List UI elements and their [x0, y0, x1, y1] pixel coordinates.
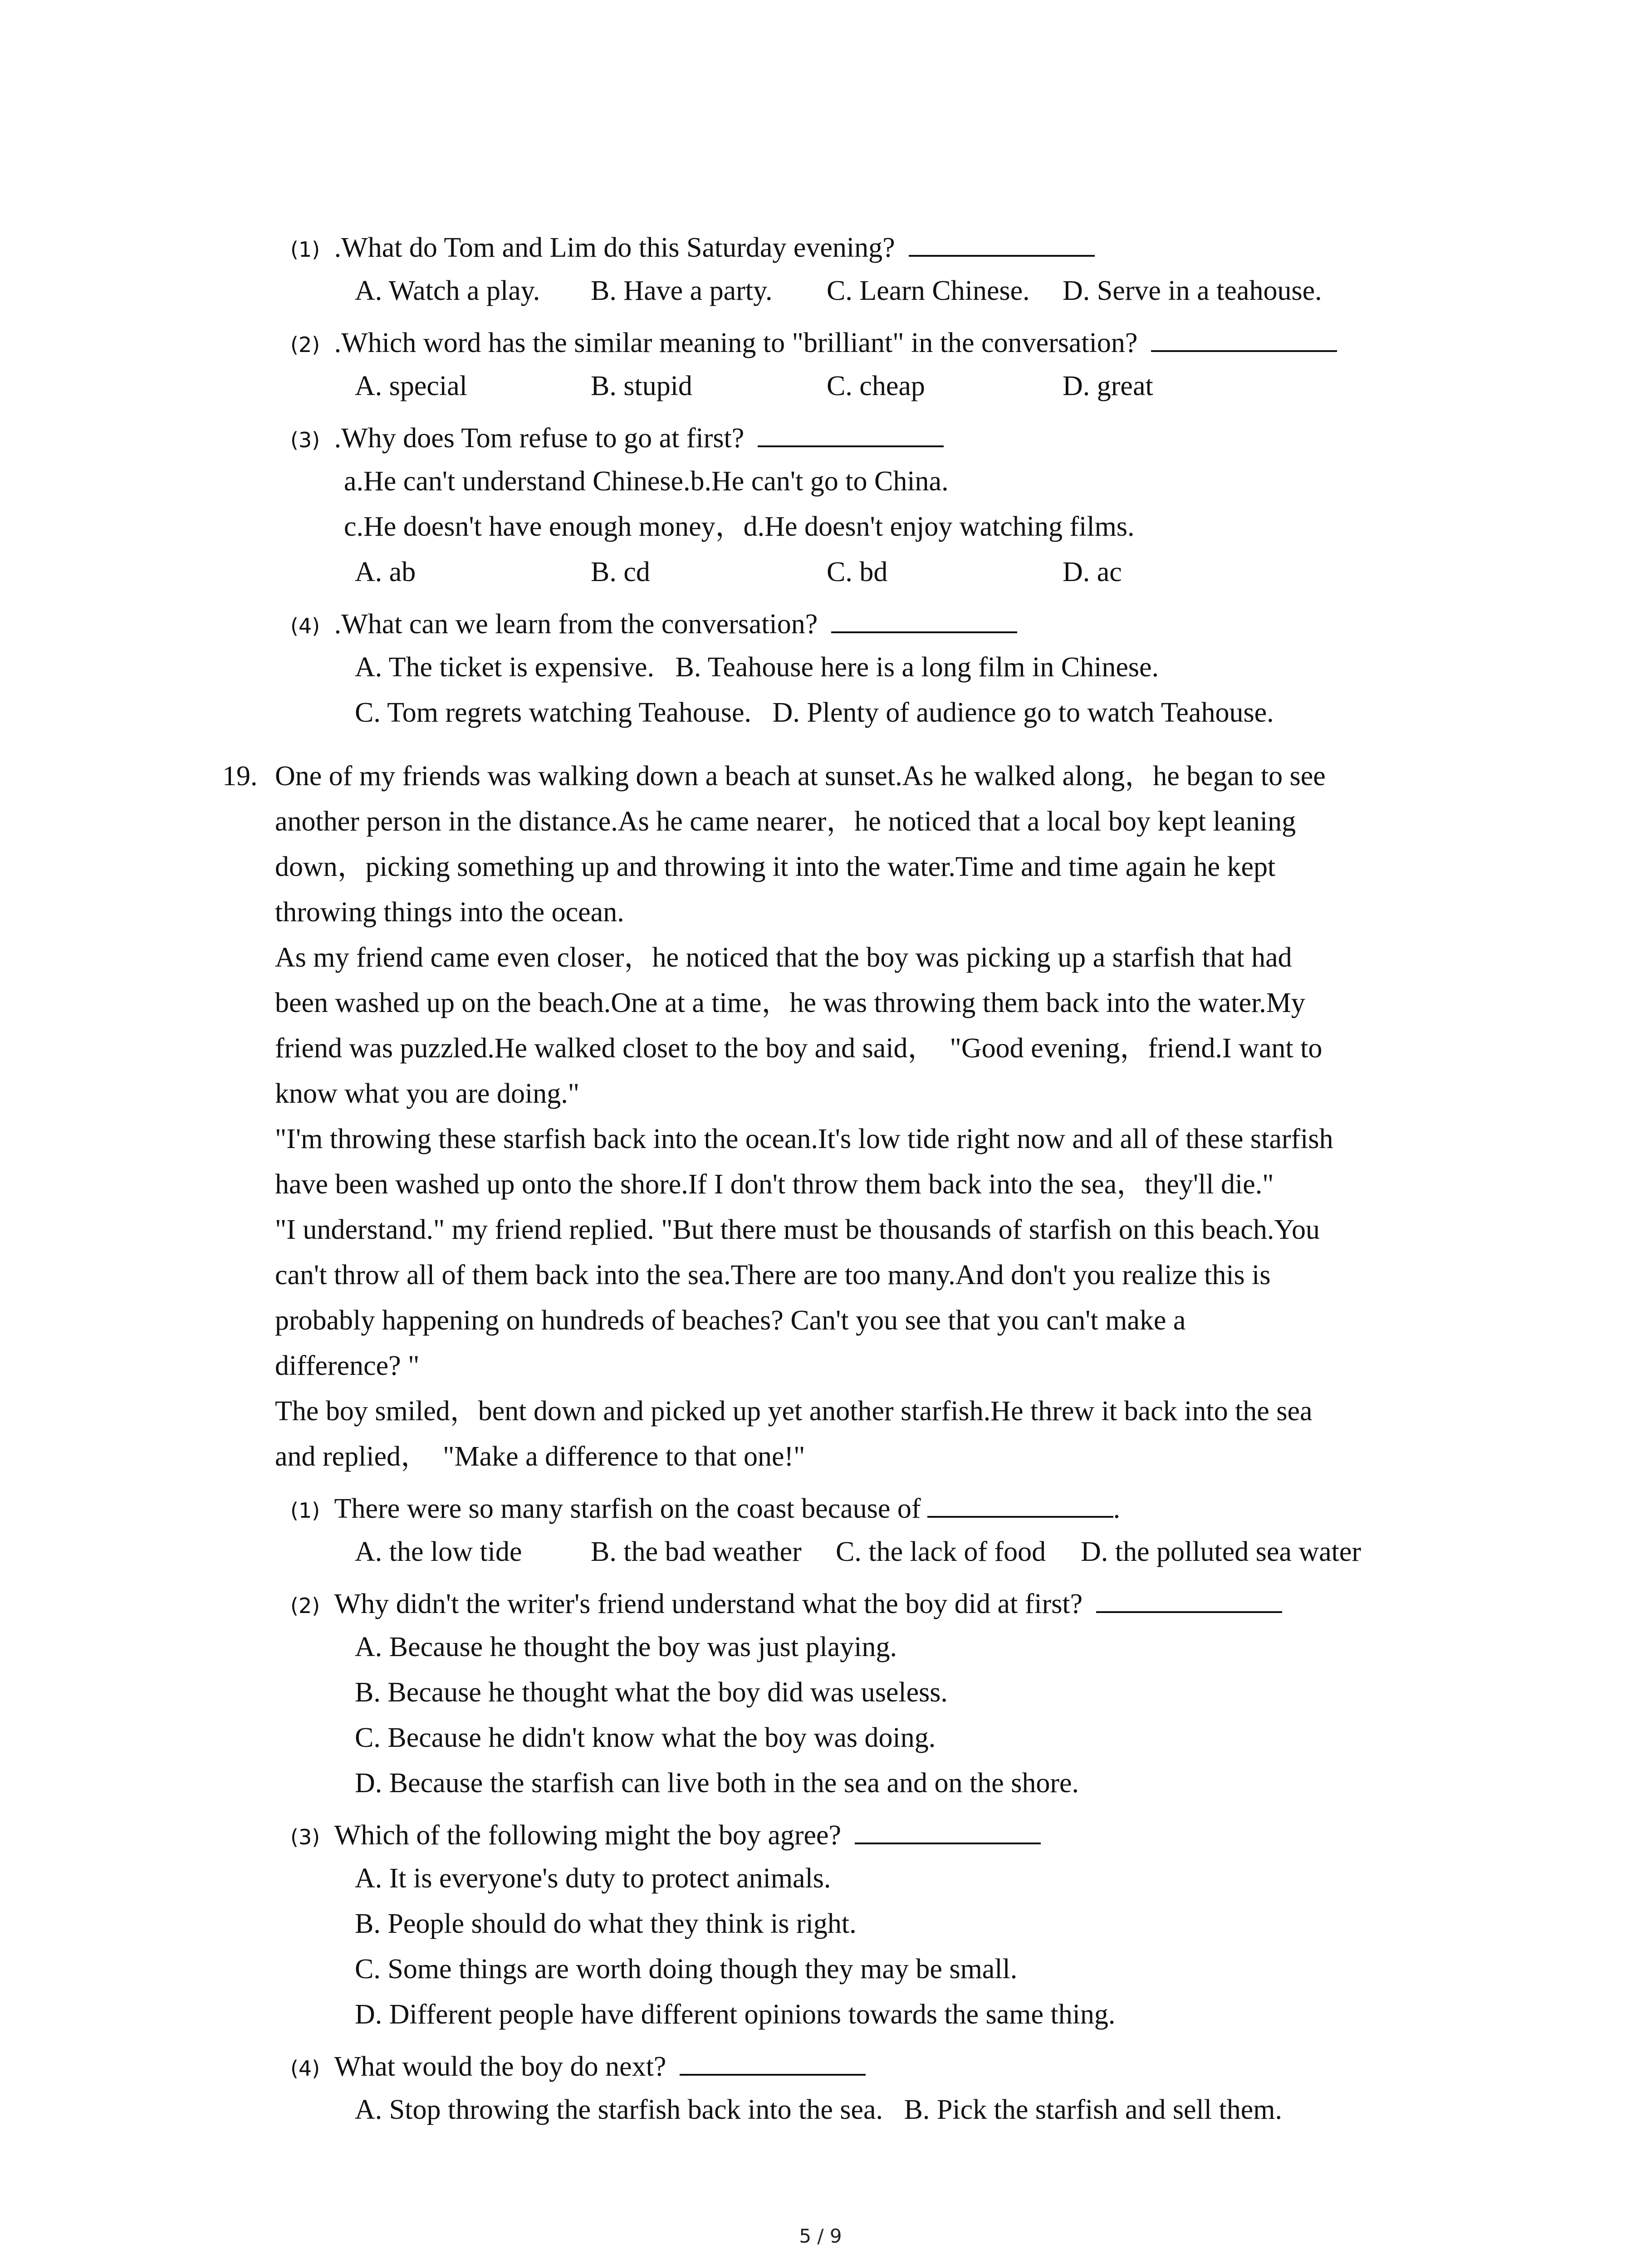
q19-sub1-options: [355, 1538, 1361, 1566]
option: A. It is everyone's duty to protect animals.: [355, 1863, 831, 1894]
option: A. the low tide: [355, 1536, 522, 1567]
option: D. Serve in a teahouse.: [1063, 275, 1322, 306]
q18-sub3-statement: a.He can't understand Chinese.b.He can't go to China.: [344, 466, 949, 497]
q18-sub1-options: [355, 277, 1322, 305]
passage-line: another person in the distance.As he came nearer，he noticed that a local boy kept leaning: [275, 806, 1296, 837]
answer-blank[interactable]: [1096, 1588, 1282, 1613]
q19-sub4-text: What would the boy do next?: [334, 2051, 666, 2082]
option: C. Some things are worth doing though they may be small.: [355, 1954, 1018, 1984]
option: D. ac: [1063, 557, 1122, 587]
q18-sub1: [290, 231, 1095, 262]
q18-sub3-statement: c.He doesn't have enough money，d.He doesn't enjoy watching films.: [344, 511, 1135, 542]
q19-number: 19.: [222, 761, 258, 792]
option: B. Have a party.: [591, 275, 773, 306]
q19-sub3-text: Which of the following might the boy agree?: [334, 1820, 842, 1851]
answer-blank[interactable]: [831, 608, 1017, 633]
answer-blank[interactable]: [927, 1492, 1113, 1518]
option: D. great: [1063, 371, 1153, 401]
q19-sub1-after: .: [1113, 1493, 1121, 1524]
option: B. Because he thought what the boy did was useless.: [355, 1677, 948, 1708]
option: A. special: [355, 371, 467, 401]
passage-line: probably happening on hundreds of beaches? Can't you see that you can't make a: [275, 1305, 1186, 1336]
q18-sub2: [290, 327, 1337, 357]
q18-sub4-text: .What can we learn from the conversation?: [334, 609, 818, 640]
passage-line: friend was puzzled.He walked closet to the boy and said， "Good evening，friend.I want to: [275, 1033, 1323, 1064]
q19-sub4-number: (4): [290, 2056, 320, 2081]
option: C. bd: [827, 557, 888, 587]
option: C. Because he didn't know what the boy was doing.: [355, 1722, 936, 1753]
q18-sub4-options: C. Tom regrets watching Teahouse. D. Plenty of audience go to watch Teahouse.: [355, 697, 1274, 728]
q19-sub2-text: Why didn't the writer's friend understand what the boy did at first?: [334, 1589, 1083, 1619]
q18-sub3-number: (3): [290, 428, 320, 452]
q18-sub4-number: (4): [290, 614, 320, 638]
passage-line: and replied， "Make a difference to that one!": [275, 1441, 805, 1472]
option: C. cheap: [827, 371, 925, 401]
passage-line: been washed up on the beach.One at a time，he was throwing them back into the water.My: [275, 987, 1305, 1018]
option: C. Learn Chinese.: [827, 275, 1030, 306]
q19-sub2-number: (2): [290, 1593, 320, 1618]
q19-sub3-number: (3): [290, 1825, 320, 1849]
option: B. stupid: [591, 371, 692, 401]
q19-sub1: [290, 1492, 1120, 1523]
passage-line: know what you are doing.": [275, 1078, 580, 1109]
q18-sub1-text: .What do Tom and Lim do this Saturday evening?: [334, 232, 895, 263]
option: C. the lack of food: [836, 1536, 1046, 1567]
q18-sub2-number: (2): [290, 332, 320, 357]
option: B. the bad weather: [591, 1536, 802, 1567]
option: B. cd: [591, 557, 650, 587]
q19-sub3: [290, 1819, 1041, 1849]
answer-blank[interactable]: [680, 2050, 866, 2076]
option: A. ab: [355, 557, 416, 587]
option: D. Because the starfish can live both in the sea and on the shore.: [355, 1768, 1079, 1799]
option: D. the polluted sea water: [1081, 1536, 1362, 1567]
q19-sub1-number: (1): [290, 1498, 320, 1523]
passage-line: can't throw all of them back into the sea.There are too many.And don't you realize this is: [275, 1260, 1271, 1290]
q18-sub1-number: (1): [290, 237, 320, 262]
passage-line: One of my friends was walking down a beach at sunset.As he walked along，he began to see: [275, 761, 1326, 792]
passage-line: down，picking something up and throwing it into the water.Time and time again he kept: [275, 851, 1276, 882]
passage-line: have been washed up onto the shore.If I don't throw them back into the sea，they'll die.": [275, 1169, 1274, 1200]
answer-blank[interactable]: [758, 422, 944, 447]
q18-sub3-text: .Why does Tom refuse to go at first?: [334, 423, 745, 454]
q18-sub4: [290, 608, 1017, 638]
q19-sub2: [290, 1588, 1282, 1618]
option: D. Different people have different opinions towards the same thing.: [355, 1999, 1116, 2030]
q19-sub4: [290, 2050, 866, 2081]
answer-blank[interactable]: [909, 231, 1095, 257]
passage-line: The boy smiled，bent down and picked up yet another starfish.He threw it back into the sea: [275, 1396, 1313, 1427]
q18-sub3: [290, 422, 944, 452]
answer-blank[interactable]: [1151, 327, 1337, 352]
q18-sub3-options: [355, 558, 1122, 586]
answer-blank[interactable]: [855, 1819, 1041, 1844]
passage-line: "I understand." my friend replied. "But there must be thousands of starfish on this beach.You: [275, 1214, 1320, 1245]
q18-sub2-text: .Which word has the similar meaning to "brilliant" in the conversation?: [334, 327, 1138, 358]
q19-sub1-text: There were so many starfish on the coast because of: [334, 1493, 921, 1524]
q19-sub4-options: A. Stop throwing the starfish back into the sea. B. Pick the starfish and sell them.: [355, 2094, 1282, 2125]
passage-line: throwing things into the ocean.: [275, 897, 624, 928]
option: A. Because he thought the boy was just playing.: [355, 1632, 897, 1662]
q18-sub2-options: [355, 372, 1153, 400]
passage-line: difference? ": [275, 1350, 420, 1381]
passage-line: As my friend came even closer，he noticed that the boy was picking up a starfish that had: [275, 942, 1292, 973]
option: B. People should do what they think is right.: [355, 1908, 857, 1939]
page-number: 5 / 9: [799, 2225, 842, 2247]
option: A. Watch a play.: [355, 275, 540, 306]
passage-line: "I'm throwing these starfish back into the ocean.It's low tide right now and all of these starfish: [275, 1124, 1333, 1154]
q18-sub4-options: A. The ticket is expensive. B. Teahouse here is a long film in Chinese.: [355, 652, 1159, 683]
